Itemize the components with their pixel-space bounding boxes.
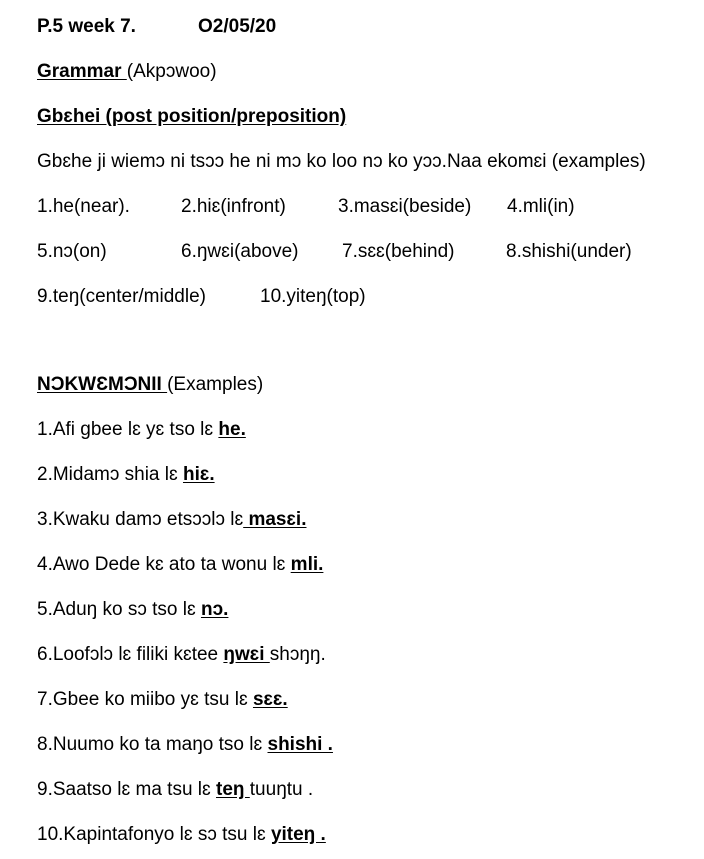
example-sentence	[37, 688, 288, 712]
example-text: 10.Kapintafonyo lɛ sɔ tsu lɛ	[37, 824, 271, 845]
example-text-after: shɔŋŋ.	[269, 644, 326, 665]
example-sentence	[37, 508, 306, 532]
example-keyword: mli.	[290, 554, 324, 575]
word-item: 5.nɔ(on)	[37, 241, 107, 262]
grammar-label: Grammar	[37, 61, 127, 82]
example-keyword: nɔ.	[200, 599, 229, 620]
word-item: 10.yiteŋ(top)	[260, 286, 366, 307]
example-keyword: hiɛ.	[182, 464, 215, 485]
word-item: 4.mli(in)	[507, 196, 575, 217]
example-sentence	[37, 463, 215, 487]
examples-heading-translation: (Examples)	[167, 374, 264, 395]
example-text: 7.Gbee ko miibo yɛ tsu lɛ	[37, 689, 253, 710]
example-sentence	[37, 778, 313, 802]
example-text: 9.Saatso lɛ ma tsu lɛ	[37, 779, 216, 800]
example-text-after: tuuŋtu .	[249, 779, 314, 800]
example-keyword: shishi .	[267, 734, 333, 755]
example-text: 1.Afi gbee lɛ yɛ tso lɛ	[37, 419, 219, 440]
word-item: 6.ŋwɛi(above)	[181, 241, 299, 262]
intro-text: Gbɛhe ji wiemɔ ni tsɔɔ he ni mɔ ko loo nɔ ko yɔɔ.Naa ekomɛi (examples)	[37, 151, 646, 172]
example-text: 4.Awo Dede kɛ ato ta wonu lɛ	[37, 554, 291, 575]
example-sentence	[37, 418, 246, 442]
example-sentence	[37, 733, 333, 757]
examples-heading	[37, 373, 263, 397]
examples-heading-label: NƆKWƐMƆNII	[37, 374, 168, 395]
word-item: 8.shishi(under)	[506, 241, 632, 262]
example-keyword: sɛɛ.	[252, 689, 288, 710]
word-item: 9.teŋ(center/middle)	[37, 286, 206, 307]
word-item: 7.sɛɛ(behind)	[342, 241, 455, 262]
example-sentence	[37, 598, 228, 622]
example-text: 6.Loofɔlɔ lɛ filiki kɛtee	[37, 644, 224, 665]
grammar-translation: (Akpɔwoo)	[126, 61, 217, 82]
example-sentence	[37, 553, 323, 577]
example-keyword: masɛi.	[243, 509, 307, 530]
topic-title: Gbɛhei (post position/preposition)	[37, 106, 347, 127]
grammar-line	[37, 60, 217, 84]
header-class-week: P.5 week 7.	[37, 16, 136, 37]
example-text: 5.Aduŋ ko sɔ tso lɛ	[37, 599, 201, 620]
example-keyword: ŋwɛi	[223, 644, 270, 665]
example-text: 3.Kwaku damɔ etsɔɔlɔ lɛ	[37, 509, 244, 530]
word-item: 2.hiɛ(infront)	[181, 196, 286, 217]
example-sentence	[37, 823, 326, 847]
word-item: 3.masɛi(beside)	[338, 196, 472, 217]
example-keyword: teŋ	[216, 779, 250, 800]
example-text: 8.Nuumo ko ta maŋo tso lɛ	[37, 734, 268, 755]
header-date: O2/05/20	[198, 16, 277, 37]
example-keyword: yiteŋ .	[270, 824, 326, 845]
example-text: 2.Midamɔ shia lɛ	[37, 464, 183, 485]
word-item: 1.he(near).	[37, 196, 130, 217]
example-sentence	[37, 643, 326, 667]
example-keyword: he.	[218, 419, 246, 440]
